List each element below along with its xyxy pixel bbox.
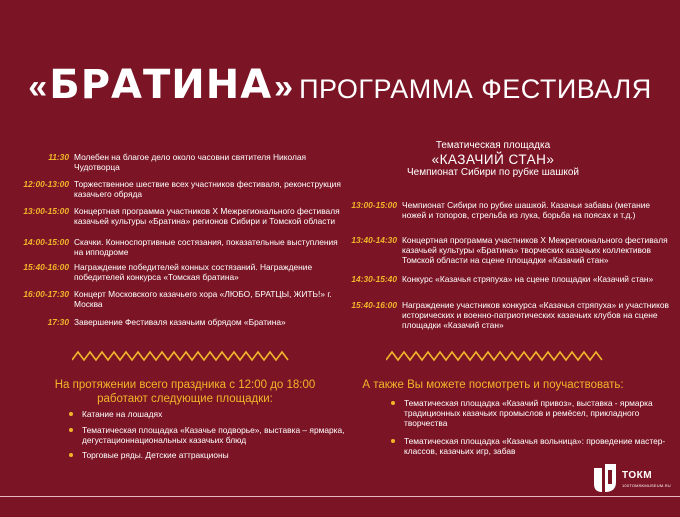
schedule-text: Награждение участников конкурса «Казачья стряпуха» и участников исторических и военно-патриотических казачьих клубов на сцене площадки «Казачий стан» <box>402 300 669 330</box>
schedule-text: Чемпионат Сибири по рубке шашкой. Казачьи забавы (метание ножей и топоров, стрельба из лука, борьба на поясах и т.д.) <box>402 200 651 220</box>
schedule-text: Молебен на благое дело около часовни святителя Николая Чудотворца <box>74 152 307 172</box>
schedule-row <box>23 206 344 226</box>
schedule-time: 14:00-15:00 <box>23 237 69 247</box>
title-subtitle: ПРОГРАММА ФЕСТИВАЛЯ <box>299 74 652 104</box>
list-item: Катание на лошадях <box>82 409 348 419</box>
schedule-text: Завершение Фестиваля казачьим обрядом «Братина» <box>74 317 286 327</box>
schedule-time: 14:30-15:40 <box>351 274 397 284</box>
schedule-row <box>351 274 670 284</box>
schedule-time: 12:00-13:00 <box>23 179 69 189</box>
schedule-text: Концертная программа участников X Межрегионального фестиваля казачьей культуры «Братина» творческих казачьих коллективов Томской области на сцене площадки «Казачий стан» <box>402 235 668 265</box>
stage-heading <box>360 140 626 179</box>
footer-divider <box>0 496 680 497</box>
schedule-time: 13:00-15:00 <box>351 200 397 210</box>
title-open-quote: « <box>28 68 48 106</box>
title-close-quote: » <box>274 68 294 106</box>
list-item: Торговые ряды. Детские аттракционы <box>82 450 348 460</box>
venues-heading-line2: работают следующие площадки: <box>97 393 273 405</box>
schedule-text: Конкурс «Казачья стряпуха» на сцене площадки «Казачий стан» <box>402 274 654 284</box>
stage-heading-name: «КАЗАЧИЙ СТАН» <box>431 152 555 167</box>
stage-heading-line3: Чемпионат Сибири по рубке шашкой <box>406 167 580 178</box>
museum-logo <box>590 462 670 494</box>
venues-heading <box>30 378 340 406</box>
schedule-row <box>23 262 344 282</box>
venues-heading-line1: На протяжении всего праздника с 12:00 до 18:00 <box>54 379 316 391</box>
page-title <box>0 62 680 117</box>
schedule-row <box>351 200 670 220</box>
extras-heading: А также Вы можете посмотреть и поучаствовать: <box>362 379 624 391</box>
left-ornament-divider <box>72 349 290 363</box>
list-item: Тематическая площадка «Казачья вольница»: проведение мастер-классов, казачьих игр, забав <box>404 436 674 456</box>
museum-logo-icon <box>590 462 620 494</box>
schedule-row <box>23 179 344 199</box>
schedule-time: 13:00-15:00 <box>23 206 69 216</box>
festival-brand-name: БРАТИНА <box>49 62 273 108</box>
schedule-time: 13:40-14:30 <box>351 235 397 245</box>
list-item: Тематическая площадка «Казачий привоз», выставка - ярмарка традиционных казачьих промыслов и ремёсел, прикладного творчества <box>404 398 674 428</box>
schedule-row <box>351 300 670 330</box>
schedule-row <box>351 235 670 265</box>
schedule-time: 15:40-16:00 <box>23 262 69 272</box>
schedule-text: Концерт Московского казачьего хора «ЛЮБО, БРАТЦЫ, ЖИТЬ!» г. Москва <box>74 289 332 309</box>
schedule-row <box>48 152 344 172</box>
schedule-time: 16:00-17:30 <box>23 289 69 299</box>
right-ornament-divider <box>386 349 606 363</box>
schedule-row <box>23 289 344 309</box>
list-item: Тематическая площадка «Казачье подворье», выставка – ярмарка, дегустационнациональных казачьих блюд <box>82 425 348 445</box>
schedule-text: Скачки. Конноспортивные состязания, показательные выступления на ипподроме <box>74 237 338 257</box>
schedule-text: Торжественное шествие всех участников фестиваля, реконструкция казачьего обряда <box>74 179 341 199</box>
schedule-row <box>23 237 344 257</box>
schedule-text: Награждение победителей конных состязаний. Награждение победителей конкурса «Томская братина» <box>74 262 313 282</box>
schedule-time: 11:30 <box>48 152 69 162</box>
museum-logo-name: ТОКМ <box>622 470 653 481</box>
schedule-time: 17:30 <box>47 317 69 327</box>
museum-logo-url: 100TOMSKMUSEUM.RU <box>622 483 671 488</box>
schedule-row <box>47 317 344 327</box>
schedule-text: Концертная программа участников X Межрегионального фестиваля казачьей культуры «Братина» регионов Сибири и Томской области <box>74 206 340 226</box>
schedule-time: 15:40-16:00 <box>351 300 397 310</box>
stage-heading-line1: Тематическая площадка <box>435 140 551 151</box>
